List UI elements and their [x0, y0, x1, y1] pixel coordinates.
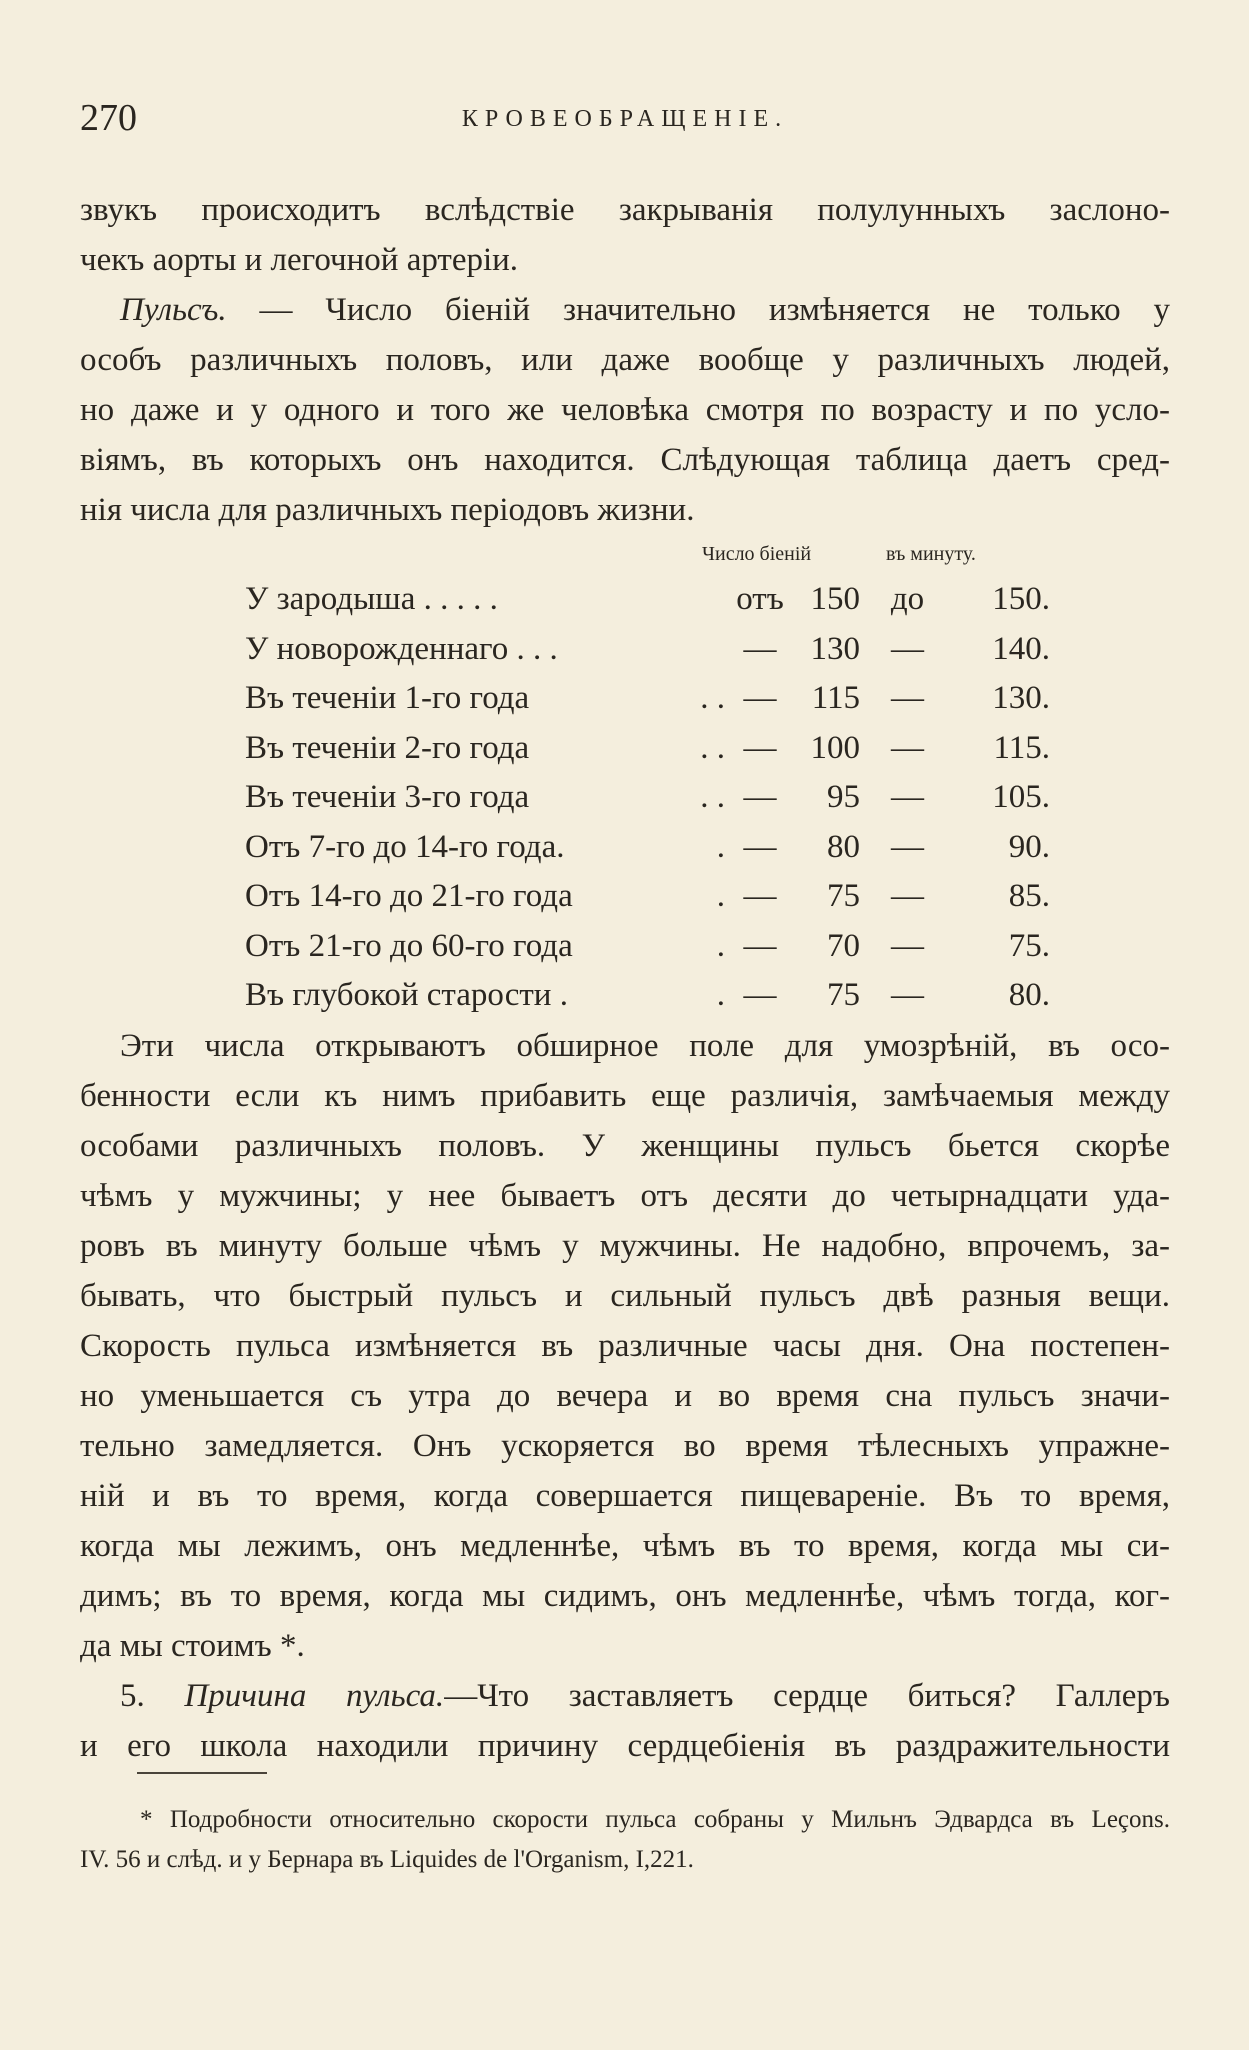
- section-number: 5.: [120, 1677, 145, 1714]
- text-line: и его школа находили причину сердцебіенія въ раздражительности: [80, 1727, 1170, 1764]
- text-line: особъ различныхъ половъ, или даже вообще у различныхъ людей,: [80, 342, 1170, 378]
- text-line: Скорость пульса измѣняется въ различные часы дня. Она постепен-: [80, 1327, 1170, 1364]
- range-prefix: отъ: [736, 581, 784, 618]
- text-line: да мы стоимъ *.: [80, 1627, 305, 1664]
- beats-from: 150: [810, 581, 860, 618]
- beats-from: 95: [827, 779, 860, 816]
- range-separator: до: [890, 581, 925, 618]
- text-line: [80, 1671, 1170, 1721]
- range-separator: —: [891, 630, 924, 667]
- beats-to: 130.: [992, 680, 1050, 717]
- beats-to: 80.: [1008, 977, 1050, 1014]
- beats-from: 75: [827, 878, 860, 915]
- section-title: Причина пульса.: [184, 1677, 445, 1714]
- paragraph-3: [80, 1021, 1170, 1671]
- table-row: [245, 575, 1050, 625]
- range-prefix: —: [743, 927, 777, 964]
- text-line: когда мы лежимъ, онъ медленнѣе, чѣмъ въ то время, когда мы си-: [80, 1527, 1170, 1564]
- text-line: бенности если къ нимъ прибавить еще различія, замѣчаемыя между: [80, 1077, 1170, 1114]
- row-label: Отъ 7-го до 14-го года.: [245, 828, 565, 865]
- text-line: тельно замедляется. Онъ ускоряется во время тѣлесныхъ упражне-: [80, 1427, 1170, 1464]
- table-row: [245, 971, 1050, 1021]
- text-line: но даже и у одного и того же человѣка смотря по возрасту и по усло-: [80, 392, 1170, 428]
- table-row: [245, 823, 1050, 873]
- section-lead: Пульсъ.: [120, 292, 227, 328]
- text-span: —Что заставляетъ сердце биться? Галлеръ: [444, 1677, 1170, 1714]
- text-line: димъ; въ то время, когда мы сидимъ, онъ медленнѣе, чѣмъ тогда, ког-: [80, 1577, 1170, 1614]
- paragraph-1: [80, 185, 1170, 285]
- table-header-right: въ минуту.: [886, 543, 976, 565]
- text-line: віямъ, въ которыхъ онъ находится. Слѣдующая таблица даетъ сред-: [80, 442, 1170, 478]
- footnote-line: * Подробности относительно скорости пульса собраны у Мильнъ Эдвардса въ Leçons.: [140, 1806, 1170, 1833]
- text-line: Эти числа открываютъ обширное поле для умозрѣній, въ осо-: [120, 1027, 1170, 1064]
- text-line: [80, 285, 1170, 335]
- beats-from: 80: [827, 828, 860, 865]
- beats-to: 105.: [992, 779, 1050, 816]
- beats-to: 115.: [993, 729, 1050, 766]
- text-line: чѣмъ у мужчины; у нее бываетъ отъ десяти до четырнадцати уда-: [80, 1177, 1170, 1214]
- table-header: [80, 535, 1170, 575]
- beats-from: 100: [810, 729, 860, 766]
- table-row: [245, 872, 1050, 922]
- table-row: [245, 922, 1050, 972]
- beats-to: 75.: [1008, 927, 1050, 964]
- row-label: У новорожденнаго . . .: [245, 630, 558, 667]
- range-separator: —: [891, 977, 924, 1014]
- range-prefix: —: [743, 828, 777, 865]
- beats-to: 85.: [1008, 878, 1050, 915]
- beats-from: 70: [827, 927, 860, 964]
- leader-dots: . .: [700, 779, 725, 816]
- table-row: [245, 773, 1050, 823]
- leader-dots: .: [716, 927, 725, 964]
- leader-dots: [665, 575, 725, 625]
- leader-dots: [665, 625, 725, 675]
- beats-to: 90.: [1008, 828, 1050, 865]
- row-label: Отъ 14-го до 21-го года: [245, 878, 573, 915]
- table-row: [245, 625, 1050, 675]
- range-prefix: —: [743, 680, 777, 717]
- beats-to: 140.: [992, 630, 1050, 667]
- running-title: КРОВЕОБРАЩЕНІЕ.: [461, 106, 789, 132]
- range-separator: —: [891, 927, 924, 964]
- text-line: чекъ аорты и легочной артеріи.: [80, 242, 519, 278]
- row-label: Въ глубокой старости .: [245, 977, 568, 1014]
- leader-dots: . .: [700, 680, 725, 717]
- row-label: Въ теченіи 2-го года: [245, 729, 530, 766]
- table-row: [245, 724, 1050, 774]
- text-line: ровъ въ минуту больше чѣмъ у мужчины. Не надобно, впрочемъ, за-: [80, 1227, 1170, 1264]
- leader-dots: .: [716, 828, 725, 865]
- range-prefix: —: [743, 977, 777, 1014]
- footnote-divider: [137, 1772, 267, 1774]
- leader-dots: . .: [700, 729, 725, 766]
- row-label: У зародыша . . . . .: [245, 581, 498, 618]
- beats-from: 115: [811, 680, 860, 717]
- pulse-table: [245, 575, 1050, 1021]
- range-prefix: —: [743, 779, 777, 816]
- paragraph-4: [80, 1671, 1170, 1771]
- range-prefix: —: [743, 729, 777, 766]
- beats-from: 130: [810, 630, 860, 667]
- page-number: 270: [80, 97, 137, 139]
- text-line: но уменьшается съ утра до вечера и во время сна пульсъ значи-: [80, 1377, 1170, 1414]
- table-row: [245, 674, 1050, 724]
- leader-dots: .: [716, 878, 725, 915]
- beats-from: 75: [827, 977, 860, 1014]
- text-line: бывать, что быстрый пульсъ и сильный пульсъ двѣ разныя вещи.: [80, 1277, 1170, 1314]
- range-prefix: —: [743, 878, 777, 915]
- range-separator: —: [891, 729, 924, 766]
- text-line: звукъ происходитъ вслѣдствіе закрыванія полулунныхъ заслоно-: [80, 192, 1170, 228]
- row-label: Въ теченіи 1-го года: [245, 680, 530, 717]
- footnote: [80, 1800, 1170, 1880]
- range-separator: —: [891, 680, 924, 717]
- beats-to: 150.: [992, 581, 1050, 618]
- range-separator: —: [891, 828, 924, 865]
- text-span: — Число біеній значительно измѣняется не только у: [226, 292, 1170, 328]
- row-label: Отъ 21-го до 60-го года: [245, 927, 573, 964]
- page-body: [80, 185, 1170, 1771]
- range-separator: —: [891, 878, 924, 915]
- text-line: ній и въ то время, когда совершается пищевареніе. Въ то время,: [80, 1477, 1170, 1514]
- row-label: Въ теченіи 3-го года: [245, 779, 530, 816]
- leader-dots: .: [716, 977, 725, 1014]
- paragraph-pulse: [80, 285, 1170, 535]
- range-separator: —: [891, 779, 924, 816]
- text-line: нія числа для различныхъ періодовъ жизни.: [80, 492, 695, 528]
- range-prefix: —: [743, 630, 777, 667]
- text-line: особами различныхъ половъ. У женщины пульсъ бьется скорѣе: [80, 1127, 1170, 1164]
- page-header: [80, 96, 1170, 146]
- footnote-line: IV. 56 и слѣд. и у Бернара въ Liquides de l'Organism, I,221.: [80, 1846, 694, 1873]
- table-header-left: Число біеній: [702, 543, 812, 565]
